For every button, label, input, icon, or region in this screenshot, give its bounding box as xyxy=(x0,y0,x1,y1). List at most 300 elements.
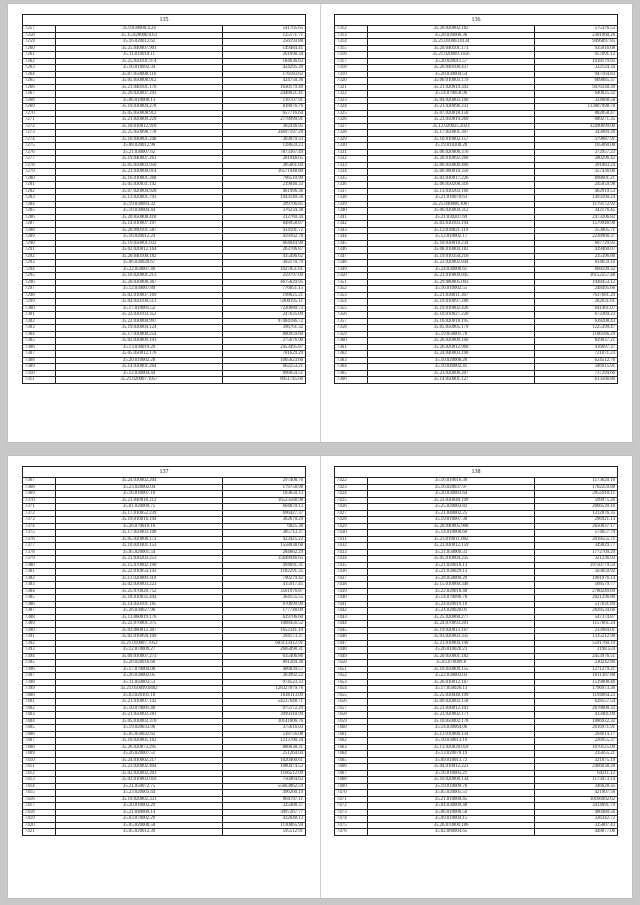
record-code: 35.04.050100.513 xyxy=(56,299,223,306)
row-id: 7380 xyxy=(23,562,56,569)
record-code: 35.20.010092.260 xyxy=(368,156,535,163)
record-code: 35.06.060010.350 xyxy=(368,169,535,176)
amount-value: 372957.23 xyxy=(535,149,618,156)
amount-value: 248495.66 xyxy=(535,286,618,293)
record-code: 35.19.030093.32 xyxy=(56,201,223,208)
row-id: 7271 xyxy=(23,117,56,124)
amount-value: 312769.34 xyxy=(223,214,306,221)
record-code: 35.20.010002.28 xyxy=(56,357,223,364)
amount-value: 406839.57 xyxy=(223,666,306,673)
record-code: 35.02.030017.226 xyxy=(368,175,535,182)
record-code: 35.19.050001.78 xyxy=(368,331,535,338)
amount-value: 376234.38 xyxy=(223,208,306,215)
amount-value: 1271279.21 xyxy=(535,666,618,673)
amount-value: 1005623.66 xyxy=(223,357,306,364)
record-code: 35.21.020009.229 xyxy=(56,117,223,124)
row-id: 7369 xyxy=(23,491,56,498)
record-code: 35.20.040100.182 xyxy=(56,253,223,260)
amount-value: 670699.99 xyxy=(223,601,306,608)
amount-value: 2018555.71 xyxy=(535,536,618,543)
row-id: 7265 xyxy=(23,78,56,85)
record-code: 35.15.020000.0.63 xyxy=(56,32,223,39)
row-id: 7400 xyxy=(23,692,56,699)
row-id: 7309 xyxy=(23,364,56,371)
record-code: 35.19.020033.96 xyxy=(56,725,223,732)
row-id: 7276 xyxy=(23,149,56,156)
row-id: 7361 xyxy=(335,344,368,351)
amount-value: 2665898.31 xyxy=(223,647,306,654)
amount-value: 2448621.41 xyxy=(223,91,306,98)
row-id: 7281 xyxy=(23,182,56,189)
amount-value: 297408.76 xyxy=(223,478,306,485)
amount-value: 24697197.29 xyxy=(223,130,306,137)
record-code: 35.20.040005.908 xyxy=(368,523,535,530)
row-id: 7461 xyxy=(335,731,368,738)
record-code: 35.25.050098.778 xyxy=(56,130,223,137)
record-code: 35.26.030027.96 xyxy=(56,608,223,615)
amount-value: 541705.65 xyxy=(223,26,306,33)
row-id: 7333 xyxy=(335,162,368,169)
record-code: 35.24.020019.10 xyxy=(368,601,535,608)
record-code: 35.21.020007.1957 xyxy=(56,377,223,384)
row-id: 7312 xyxy=(335,26,368,33)
record-code: 35.02.020002.203 xyxy=(56,770,223,777)
row-id: 7430 xyxy=(335,530,368,537)
record-code: 35.12.020025.2923 xyxy=(368,123,535,130)
row-id: 7372 xyxy=(23,510,56,517)
record-code: 35.26.020007.51 xyxy=(56,751,223,758)
record-code: 35.24.030006.61 xyxy=(368,266,535,273)
record-code: 35.13.060019.176 xyxy=(56,614,223,621)
amount-value: 324668.58 xyxy=(535,97,618,104)
record-code: 35.24.020020.01 xyxy=(368,608,535,615)
record-code: 35.04.010012.223 xyxy=(368,764,535,771)
record-code: 35.02.020012.164 xyxy=(56,247,223,254)
amount-value: 138659.23 xyxy=(223,143,306,150)
record-code: 35.21.040016.212 xyxy=(56,497,223,504)
row-id: 7386 xyxy=(23,601,56,608)
amount-value: 575376.53 xyxy=(535,26,618,33)
record-code: 35.14.030001.264 xyxy=(56,364,223,371)
amount-value: 230242.86 xyxy=(535,660,618,667)
record-code: 35.29.020007.293 xyxy=(56,91,223,98)
row-id: 7323 xyxy=(335,97,368,104)
table-row xyxy=(23,829,306,836)
record-code: 35.02.010094.109 xyxy=(56,634,223,641)
record-code: 35.23.010011.082 xyxy=(368,536,535,543)
amount-value: 1646113.09 xyxy=(223,692,306,699)
row-id: 7282 xyxy=(23,188,56,195)
record-code: 35.20.030003.64 xyxy=(368,491,535,498)
row-id: 7371 xyxy=(23,504,56,511)
row-id: 7274 xyxy=(23,136,56,143)
record-code: 35.25.070020.752 xyxy=(56,588,223,595)
amount-value: 640625.32 xyxy=(535,91,618,98)
amount-value: 346915.91 xyxy=(535,364,618,371)
record-code: 35.13.020070.19 xyxy=(368,751,535,758)
amount-value: 641461.07 xyxy=(535,305,618,312)
table-row xyxy=(335,377,618,384)
row-id: 7473 xyxy=(335,809,368,816)
record-code: 35.25.040006.1067 xyxy=(368,201,535,208)
amount-value: 607729.95 xyxy=(535,240,618,247)
amount-value: 116707.91 xyxy=(223,97,306,104)
row-id: 7343 xyxy=(335,227,368,234)
row-id: 7340 xyxy=(335,208,368,215)
row-id: 7411 xyxy=(23,764,56,771)
row-id: 7368 xyxy=(23,484,56,491)
record-code: 35.29.080005.093 xyxy=(368,279,535,286)
amount-value: 1018179.95 xyxy=(535,58,618,65)
amount-value: 1630179.49 xyxy=(223,84,306,91)
record-code: 35.10.020006.26 xyxy=(368,357,535,364)
record-code: 35.16.020012.24 xyxy=(56,234,223,241)
amount-value: 750464.63 xyxy=(223,777,306,784)
amount-value: 886638.31 xyxy=(223,744,306,751)
amount-value: 1173473.14 xyxy=(535,777,618,784)
amount-value: 1579948.98 xyxy=(535,221,618,228)
row-id: 7379 xyxy=(23,556,56,563)
record-code: 35.25.050101.974 xyxy=(56,58,223,65)
record-code: 35.22.050007.46 xyxy=(56,266,223,273)
amount-value: 595512.91 xyxy=(223,829,306,836)
amount-value: 346628.35 xyxy=(535,783,618,790)
row-id: 7284 xyxy=(23,201,56,208)
row-id: 7383 xyxy=(23,582,56,589)
row-id: 7294 xyxy=(23,266,56,273)
amount-value: 672369.23 xyxy=(535,312,618,319)
row-id: 7390 xyxy=(23,627,56,634)
record-code: 35.12.010002.17 xyxy=(368,234,535,241)
record-code: 35.25.020003.82 xyxy=(368,504,535,511)
data-table xyxy=(22,25,306,384)
amount-value: 2238966.37 xyxy=(535,234,618,241)
amount-value: 113807998.78 xyxy=(535,104,618,111)
row-id: 7308 xyxy=(23,357,56,364)
record-code: 35.20.030008.367 xyxy=(56,279,223,286)
record-code: 35.03.030103.194 xyxy=(368,221,535,228)
record-code: 35.22.020002.044 xyxy=(368,260,535,267)
row-id: 7296 xyxy=(23,279,56,286)
row-id: 7417 xyxy=(23,803,56,810)
row-id: 7327 xyxy=(335,123,368,130)
amount-value: 2466038.20 xyxy=(535,764,618,771)
amount-value: 332124.34 xyxy=(535,65,618,72)
amount-value: 321236.93 xyxy=(535,556,618,563)
row-id: 7449 xyxy=(335,653,368,660)
record-code: 35.17.050003.108 xyxy=(56,530,223,537)
record-code: 35.17.050026.13 xyxy=(368,686,535,693)
record-code: 35.21.030096.231 xyxy=(368,104,535,111)
record-code: 35.05.020008.58 xyxy=(56,822,223,829)
record-code: 35.21.040002.25 xyxy=(368,510,535,517)
row-id: 7399 xyxy=(23,686,56,693)
amount-value: 662253.21 xyxy=(223,364,306,371)
record-code: 35.21.030007.62 xyxy=(56,149,223,156)
row-id: 7304 xyxy=(23,331,56,338)
record-code: 35.10.030004.44 xyxy=(56,208,223,215)
row-id: 7325 xyxy=(335,110,368,117)
row-id: 7365 xyxy=(335,370,368,377)
amount-value: 1173620.16 xyxy=(535,478,618,485)
page-138 xyxy=(334,466,618,836)
record-code: 35.16.020037.97 xyxy=(368,484,535,491)
record-code: 35.22.030000.997 xyxy=(56,318,223,325)
amount-value: 624512.76 xyxy=(535,357,618,364)
amount-value: 433481.09 xyxy=(535,712,618,719)
record-code: 35.26.010012.167 xyxy=(368,679,535,686)
amount-value: 9496897.85 xyxy=(535,39,618,46)
record-code: 35.02.010003.010 xyxy=(56,777,223,784)
amount-value: 814659.16 xyxy=(535,260,618,267)
row-id: 7470 xyxy=(335,790,368,797)
amount-value: 15648946.65 xyxy=(223,556,306,563)
record-code: 35.07.020004.928 xyxy=(56,188,223,195)
record-code: 35.10.030013.19 xyxy=(368,738,535,745)
row-id: 7268 xyxy=(23,97,56,104)
amount-value: 299706.85 xyxy=(223,201,306,208)
amount-value: 415496.62 xyxy=(223,253,306,260)
record-code: 35.10.010002.157 xyxy=(368,136,535,143)
record-code: 35.14.050001.127 xyxy=(368,377,535,384)
amount-value: 599975.26 xyxy=(535,497,618,504)
row-id: 7444 xyxy=(335,621,368,628)
record-code: 35.23.020006.207 xyxy=(368,370,535,377)
row-id: 7469 xyxy=(335,783,368,790)
record-code: 35.23.030040.199 xyxy=(368,497,535,504)
amount-value: 796510.99 xyxy=(223,175,306,182)
row-id: 7474 xyxy=(335,816,368,823)
row-id: 7286 xyxy=(23,214,56,221)
row-id: 7472 xyxy=(335,803,368,810)
record-code: 35.07.050008.116 xyxy=(56,71,223,78)
amount-value: 357436.06 xyxy=(535,169,618,176)
amount-value: 439460.07 xyxy=(535,247,618,254)
record-code: 35.20.030004.54 xyxy=(368,71,535,78)
row-id: 7293 xyxy=(23,260,56,267)
record-code: 35.18.010035.444 xyxy=(56,595,223,602)
record-code: 35.19.020013.167 xyxy=(368,627,535,634)
row-id: 7315 xyxy=(335,45,368,52)
record-code: 35.11.020009.319 xyxy=(56,575,223,582)
record-code: 35.06.010003.179 xyxy=(368,78,535,85)
amount-value: 32490699.00 xyxy=(535,123,618,130)
amount-value: 294614.17 xyxy=(535,731,618,738)
record-code: 35.05.050008.912 xyxy=(56,110,223,117)
row-id: 7410 xyxy=(23,757,56,764)
record-code: 35.10.030010.234 xyxy=(368,240,535,247)
row-id: 7328 xyxy=(335,130,368,137)
record-code: 35.12.030021.119 xyxy=(368,227,535,234)
record-code: 35.14.050101.185 xyxy=(56,601,223,608)
amount-value: 880959.60 xyxy=(223,331,306,338)
row-id: 7344 xyxy=(335,234,368,241)
record-code: 35.20.050008.418 xyxy=(56,214,223,221)
amount-value: 1020460.61 xyxy=(223,757,306,764)
amount-value: 2678000.33 xyxy=(535,705,618,712)
amount-value: 974523.33 xyxy=(223,679,306,686)
record-code: 35.17.070004.08 xyxy=(56,666,223,673)
amount-value: 325807.43 xyxy=(535,822,618,829)
amount-value: 1194064.23 xyxy=(535,692,618,699)
record-code: 35.10.040001.248 xyxy=(56,136,223,143)
amount-value: 657716.64 xyxy=(223,110,306,117)
page-137 xyxy=(22,466,306,836)
record-code: 35.16.010005.21 xyxy=(368,770,535,777)
amount-value: 696427.37 xyxy=(223,510,306,517)
amount-value: 737294.66 xyxy=(535,370,618,377)
row-id: 7375 xyxy=(23,530,56,537)
record-code: 35.21.010007.142 xyxy=(56,699,223,706)
record-code: 35.08.020012.96 xyxy=(56,143,223,150)
data-table xyxy=(22,477,306,836)
record-code: 35.05.050003.950 xyxy=(56,162,223,169)
amount-value: 2021296.80 xyxy=(535,595,618,602)
amount-value: 2016971.91 xyxy=(535,725,618,732)
record-code: 35.26.070000.186 xyxy=(368,822,535,829)
amount-value: 609085.37 xyxy=(535,78,618,85)
record-code: 35.25.020060.277 xyxy=(368,614,535,621)
row-id: 7422 xyxy=(335,478,368,485)
amount-value: 947164.83 xyxy=(535,71,618,78)
page-number: 138 xyxy=(334,466,618,477)
amount-value: 235396.80 xyxy=(535,253,618,260)
row-id: 7389 xyxy=(23,621,56,628)
amount-value: 1080474.53 xyxy=(223,764,306,771)
record-code: 35.21.010009.045 xyxy=(368,273,535,280)
row-id: 7292 xyxy=(23,253,56,260)
row-id: 7421 xyxy=(23,829,56,836)
amount-value: 253005.71 xyxy=(535,227,618,234)
amount-value: 226955.37 xyxy=(535,738,618,745)
amount-value: 424295.39 xyxy=(223,65,306,72)
record-code: 35.21.020009.1456 xyxy=(368,52,535,59)
record-code: 35.02.080004.65 xyxy=(368,829,535,836)
record-code: 35.23.020002.04 xyxy=(56,484,223,491)
row-id: 7431 xyxy=(335,536,368,543)
page-number: 137 xyxy=(22,466,306,477)
row-id: 7311 xyxy=(23,377,56,384)
amount-value: 261698.34 xyxy=(223,52,306,59)
record-code: 35.01.020009.75 xyxy=(56,504,223,511)
record-code: 35.04.020003.160 xyxy=(368,97,535,104)
amount-value: 251264.04 xyxy=(223,751,306,758)
record-code: 35.21.010004.190 xyxy=(368,640,535,647)
row-id: 7437 xyxy=(335,575,368,582)
row-id: 7259 xyxy=(23,39,56,46)
record-code: 35.23.050019.269 xyxy=(368,117,535,124)
row-id: 7295 xyxy=(23,273,56,280)
amount-value: 1652341.10 xyxy=(223,627,306,634)
amount-value: 935016.68 xyxy=(535,45,618,52)
amount-value: 613566.86 xyxy=(535,377,618,384)
record-code: 35.19.020002.331 xyxy=(56,796,223,803)
amount-value: 1611307.88 xyxy=(535,673,618,680)
row-id: 7307 xyxy=(23,351,56,358)
record-code: 35.16.020012.62 xyxy=(56,39,223,46)
row-id: 7441 xyxy=(335,601,368,608)
row-id: 7262 xyxy=(23,58,56,65)
row-id: 7377 xyxy=(23,543,56,550)
amount-value: 462919.53 xyxy=(535,188,618,195)
record-code: 35.02.030009.193 xyxy=(56,338,223,345)
record-code: 35.05.020012.39 xyxy=(56,829,223,836)
record-code: 35.10.010027.220 xyxy=(368,312,535,319)
amount-value: 547374.87 xyxy=(535,614,618,621)
amount-value: 379087.91 xyxy=(535,136,618,143)
row-id: 7263 xyxy=(23,65,56,72)
spread-top xyxy=(8,4,632,442)
amount-value: 2453976.51 xyxy=(535,653,618,660)
record-code: 35.21.050009.33 xyxy=(368,549,535,556)
amount-value: 1070125.09 xyxy=(535,744,618,751)
record-code: 35.05.020008.172 xyxy=(56,536,223,543)
row-id: 7277 xyxy=(23,156,56,163)
row-id: 7338 xyxy=(335,195,368,202)
record-code: 35.19.030004.278 xyxy=(56,104,223,111)
amount-value: 336342.72 xyxy=(535,816,618,823)
record-code: 35.15.070002.190 xyxy=(56,562,223,569)
record-code: 35.21.050072.75 xyxy=(56,783,223,790)
row-id: 7360 xyxy=(335,338,368,345)
record-code: 35.06.010006.50 xyxy=(368,809,535,816)
record-code: 35.10.040002.41 xyxy=(368,364,535,371)
row-id: 7440 xyxy=(335,595,368,602)
row-id: 7388 xyxy=(23,614,56,621)
amount-value: 2473206.82 xyxy=(535,214,618,221)
amount-value: 2650037.17 xyxy=(535,523,618,530)
row-id: 7424 xyxy=(335,491,368,498)
record-code: 35.05.030031.192 xyxy=(56,182,223,189)
row-id: 7450 xyxy=(335,660,368,667)
record-code: 35.10.020000.134 xyxy=(368,777,535,784)
record-code: 35.22.030003.03 xyxy=(368,673,535,680)
record-code: 35.23.020002.404 xyxy=(56,764,223,771)
amount-value: 16523568.98 xyxy=(223,497,306,504)
amount-value: 391083.24 xyxy=(535,162,618,169)
record-code: 35.15.010060.346 xyxy=(368,582,535,589)
amount-value: 19750779.59 xyxy=(535,562,618,569)
record-code: 35.21.030207.69 xyxy=(368,214,535,221)
row-id: 7459 xyxy=(335,718,368,725)
row-id: 7324 xyxy=(335,104,368,111)
row-id: 7330 xyxy=(335,143,368,150)
row-id: 7418 xyxy=(23,809,56,816)
amount-value: 256193.88 xyxy=(223,39,306,46)
amount-value: 247635.09 xyxy=(223,312,306,319)
row-id: 7336 xyxy=(335,182,368,189)
amount-value: 97484186.72 xyxy=(223,318,306,325)
record-code: 35.06.010000.13 xyxy=(56,97,223,104)
row-id: 7462 xyxy=(335,738,368,745)
record-code: 35.20.020011.57 xyxy=(368,58,535,65)
amount-value: 1558038.68 xyxy=(223,543,306,550)
amount-value: 568579.77 xyxy=(535,582,618,589)
amount-value: 10166902.62 xyxy=(535,796,618,803)
row-id: 7464 xyxy=(335,751,368,758)
row-id: 7335 xyxy=(335,175,368,182)
amount-value: 10141006.76 xyxy=(223,718,306,725)
amount-value: 16571948.80 xyxy=(223,169,306,176)
row-id: 7463 xyxy=(335,744,368,751)
row-id: 7266 xyxy=(23,84,56,91)
record-code: 35.25.030040.199 xyxy=(368,692,535,699)
row-id: 7471 xyxy=(335,796,368,803)
row-id: 7290 xyxy=(23,240,56,247)
row-id: 7409 xyxy=(23,751,56,758)
row-id: 7363 xyxy=(335,357,368,364)
amount-value: 898601.21 xyxy=(535,175,618,182)
